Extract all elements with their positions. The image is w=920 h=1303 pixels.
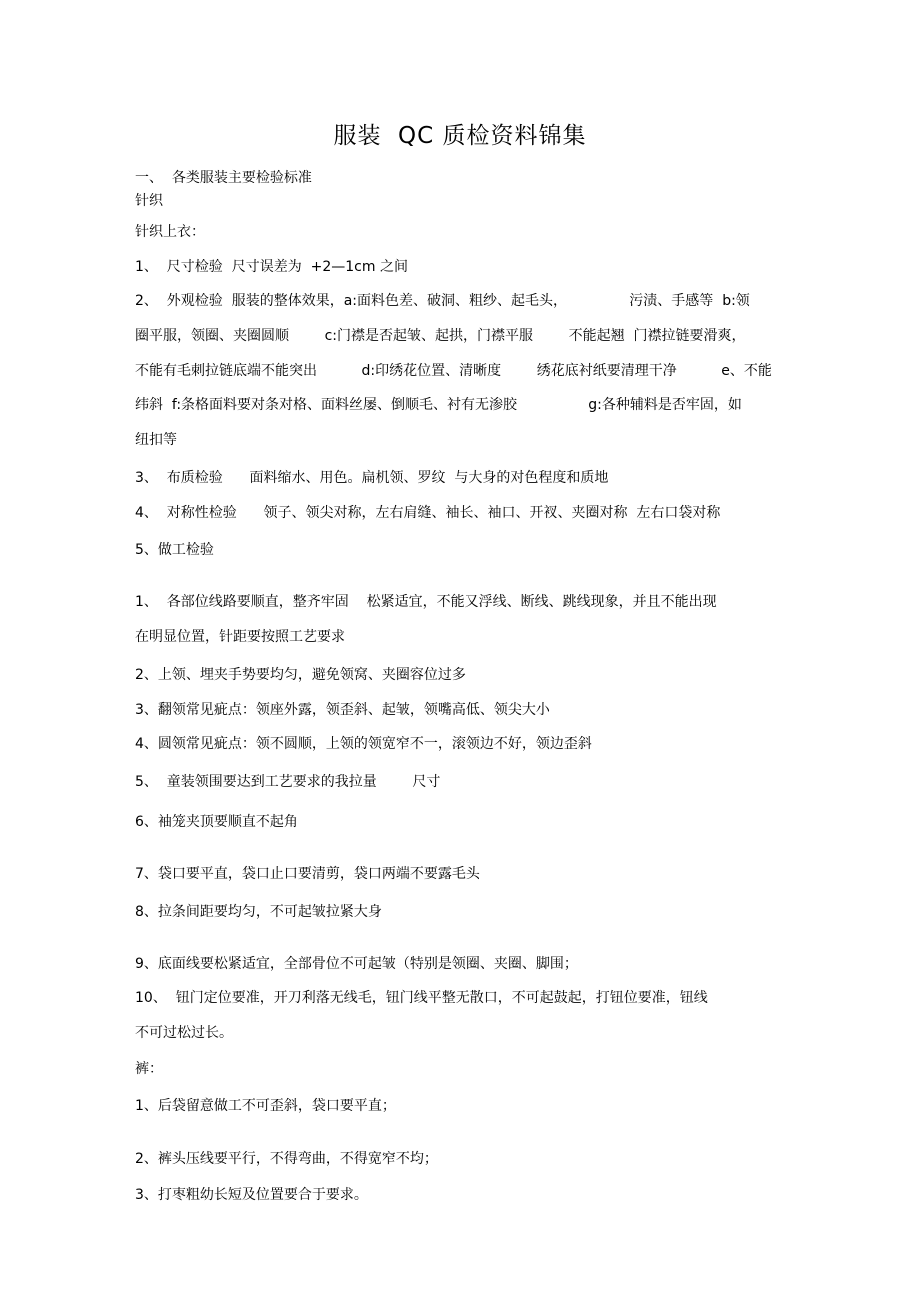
subsection-heading: 5、做工检验 [135,542,214,558]
text-line: 在明显位置，针距要按照工艺要求 [135,629,345,645]
text-line: 4、 对称性检验 领子、领尖对称，左右肩缝、袖长、袖口、开衩、夹圈对称 左右口袋对称 [135,505,721,521]
subsection-heading: 裤： [135,1061,163,1077]
text-line: 7、袋口要平直，袋口止口要清剪，袋口两端不要露毛头 [135,866,480,882]
text-line: 10、 钮门定位要准，开刀利落无线毛，钮门线平整无散口，不可起鼓起，打钮位要准，钮线 [135,990,708,1006]
text-line: 3、打枣粗幼长短及位置要合于要求。 [135,1187,368,1203]
text-line: 不能有毛刺拉链底端不能突出 d:印绣花位置、清晰度 绣花底衬纸要清理干净 e、不能 [135,363,772,379]
text-line: 1、 各部位线路要顺直，整齐牢固 松紧适宜，不能又浮线、断线、跳线现象，并且不能出现 [135,594,717,610]
subsection-heading: 针织 [135,193,163,209]
subsection-heading: 针织上衣： [135,224,205,240]
text-line: 1、 尺寸检验 尺寸误差为 +2—1cm 之间 [135,259,408,275]
text-line: 圈平服，领圈、夹圈圆顺 c:门襟是否起皱、起拱，门襟平服 不能起翘 门襟拉链要滑爽， [135,328,746,344]
text-line: 8、拉条间距要均匀，不可起皱拉紧大身 [135,904,382,920]
text-line: 4、圆领常见疵点：领不圆顺，上领的领宽窄不一，滚领边不好，领边歪斜 [135,736,592,752]
text-line: 9、底面线要松紧适宜，全部骨位不可起皱（特别是领圈、夹圈、脚围； [135,956,578,972]
text-line: 不可过松过长。 [135,1025,233,1041]
text-line: 3、 布质检验 面料缩水、用色。扁机领、罗纹 与大身的对色程度和质地 [135,470,609,486]
document-title: 服装 QC 质检资料锦集 [333,123,587,149]
text-line: 2、裤头压线要平行，不得弯曲，不得宽窄不均； [135,1151,438,1167]
text-line: 纽扣等 [135,432,177,448]
text-line: 2、上领、埋夹手势要均匀，避免领窝、夹圈容位过多 [135,667,466,683]
text-line: 1、后袋留意做工不可歪斜，袋口要平直； [135,1098,396,1114]
text-line: 5、 童装领围要达到工艺要求的我拉量 尺寸 [135,774,441,790]
section-heading: 一、 各类服装主要检验标准 [135,170,312,186]
text-line: 2、 外观检验 服装的整体效果，a:面料色差、破洞、粗纱、起毛头， 污渍、手感等 b:领 [135,293,750,309]
text-line: 3、翻领常见疵点：领座外露，领歪斜、起皱，领嘴高低、领尖大小 [135,702,550,718]
text-line: 6、袖笼夹顶要顺直不起角 [135,814,298,830]
text-line: 纬斜 f:条格面料要对条对格、面料丝屡、倒顺毛、衬有无渗胶 g:各种辅料是否牢固，如 [135,397,742,413]
